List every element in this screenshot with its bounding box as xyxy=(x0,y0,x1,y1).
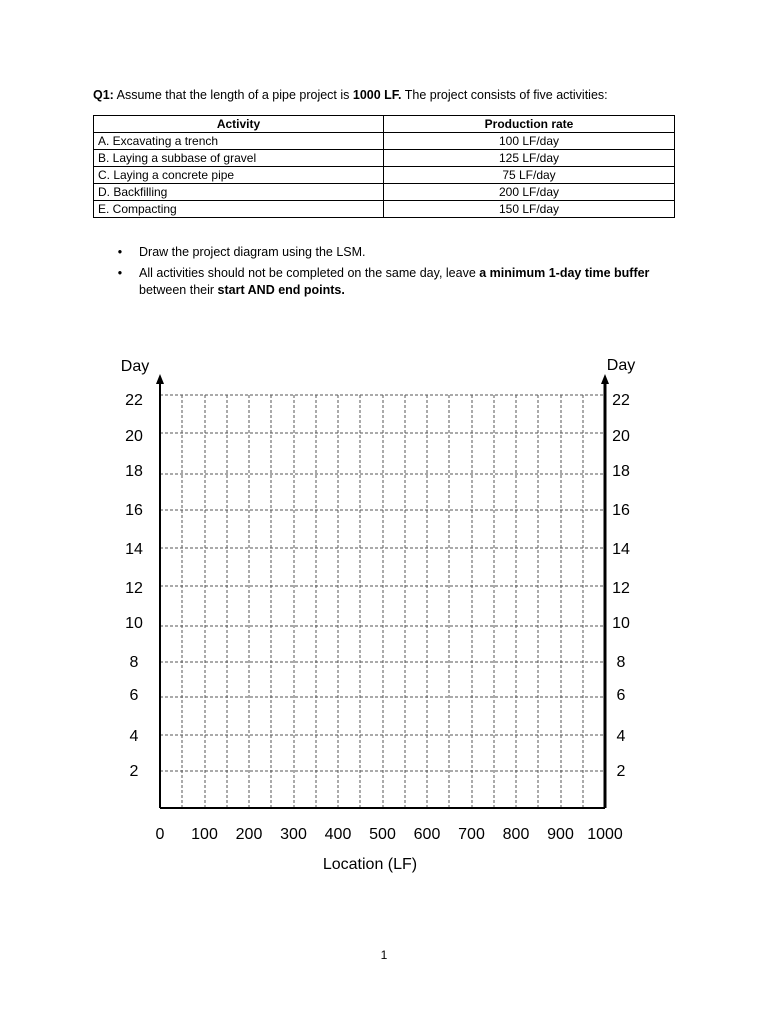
activity-cell: C. Laying a concrete pipe xyxy=(94,167,384,184)
header-activity: Activity xyxy=(94,116,384,133)
y-tick-label-left: 22 xyxy=(125,392,143,409)
project-length: 1000 LF. xyxy=(352,88,402,102)
y-tick-label-left: 12 xyxy=(125,580,143,597)
y-tick-label-right: 12 xyxy=(612,580,630,597)
activity-cell: E. Compacting xyxy=(94,201,384,218)
y-tick-label-left: 20 xyxy=(125,428,143,445)
page-number: 1 xyxy=(380,948,388,962)
instruction-2c: between their xyxy=(139,283,218,297)
y-tick-label-right: 4 xyxy=(616,728,626,745)
instruction-2a: All activities should not be completed on the same day, leave xyxy=(139,265,480,280)
header-production-rate: Production rate xyxy=(384,116,675,133)
chart-grid xyxy=(160,395,605,808)
activity-cell: B. Laying a subbase of gravel xyxy=(94,150,384,167)
question-part-1: Assume that the length of a pipe project is xyxy=(113,88,353,102)
x-tick-label: 100 xyxy=(191,826,218,843)
y-tick-label-right: 8 xyxy=(616,654,626,671)
activity-cell: A. Excavating a trench xyxy=(94,133,384,150)
y-tick-label-right: 20 xyxy=(612,428,630,445)
x-tick-label: 700 xyxy=(458,826,485,843)
y-tick-label-left: 2 xyxy=(129,763,139,780)
y-tick-label-right: 6 xyxy=(616,687,626,704)
y-tick-label-right: 16 xyxy=(612,502,630,519)
rate-cell: 75 LF/day xyxy=(384,167,675,184)
rate-cell: 150 LF/day xyxy=(384,201,675,218)
x-tick-label: 400 xyxy=(324,826,352,843)
instruction-1: Draw the project diagram using the LSM. xyxy=(139,245,366,259)
x-tick-label: 600 xyxy=(413,826,441,843)
y-tick-label-left: 16 xyxy=(125,502,143,519)
x-tick-label: 900 xyxy=(547,826,574,843)
rate-cell: 125 LF/day xyxy=(384,150,675,167)
instruction-2b: a minimum 1-day time buffer xyxy=(479,265,650,280)
y-axis-label-right: Day xyxy=(606,357,636,374)
x-tick-label: 300 xyxy=(280,826,307,843)
x-tick-label: 200 xyxy=(235,826,263,843)
activity-cell: D. Backfilling xyxy=(94,184,384,201)
question-part-2: The project consists of five activities: xyxy=(401,88,608,102)
y-tick-label-right: 2 xyxy=(616,763,626,780)
x-tick-label: 0 xyxy=(155,826,165,843)
x-tick-label: 1000 xyxy=(587,826,623,843)
instruction-2d: start AND end points. xyxy=(217,283,345,297)
chart-tick-labels xyxy=(125,392,630,843)
y-tick-label-left: 14 xyxy=(125,541,143,558)
y-axis-label-left: Day xyxy=(120,358,150,375)
rate-cell: 100 LF/day xyxy=(384,133,675,150)
question-label: Q1: xyxy=(93,88,114,102)
bullet-icon: • xyxy=(117,265,123,280)
x-tick-label: 500 xyxy=(369,826,396,843)
y-axis-right-arrow-icon xyxy=(601,374,609,384)
y-tick-label-right: 22 xyxy=(612,392,630,409)
rate-cell: 200 LF/day xyxy=(384,184,675,201)
y-tick-label-left: 6 xyxy=(129,687,139,704)
y-tick-label-left: 4 xyxy=(129,728,139,745)
y-tick-label-right: 14 xyxy=(612,541,630,558)
y-tick-label-left: 10 xyxy=(125,615,143,632)
y-tick-label-left: 8 xyxy=(129,654,139,671)
y-axis-left-arrow-icon xyxy=(156,374,164,384)
y-tick-label-left: 18 xyxy=(125,463,143,480)
x-tick-label: 800 xyxy=(502,826,530,843)
x-axis-label: Location (LF) xyxy=(322,856,418,873)
y-tick-label-right: 10 xyxy=(612,615,630,632)
bullet-icon: • xyxy=(117,245,123,259)
y-tick-label-right: 18 xyxy=(612,463,630,480)
